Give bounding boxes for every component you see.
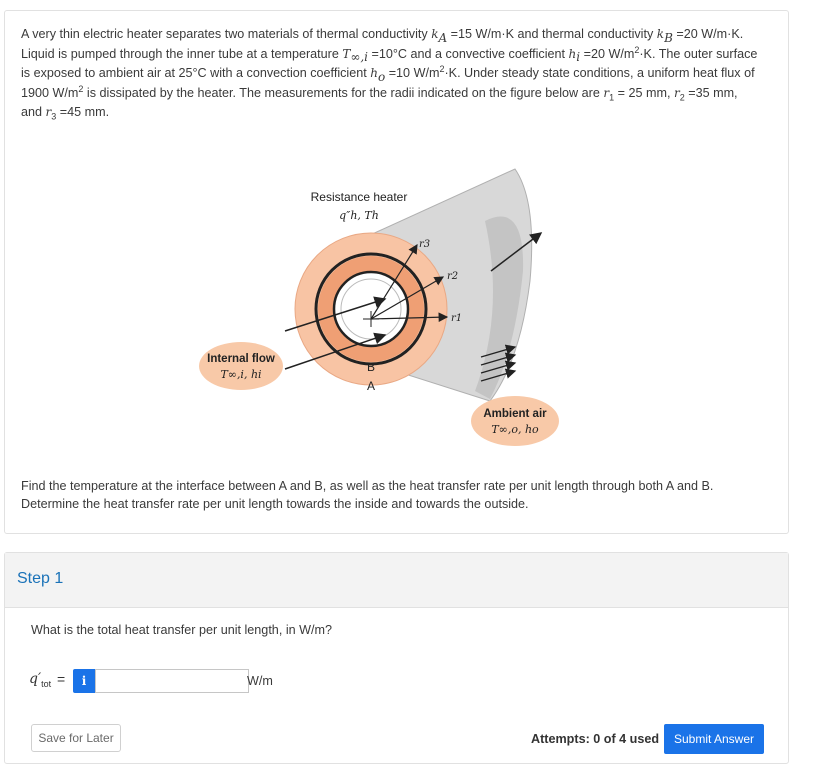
ho-symbol: h — [370, 66, 378, 80]
hi-subscript: i — [576, 50, 581, 65]
problem-card — [4, 10, 789, 534]
flux-unit-sup: 2 — [78, 83, 84, 94]
r3-value: =45 mm. — [56, 105, 110, 119]
kB-symbol: k — [656, 27, 665, 41]
material-a-label: A — [366, 379, 376, 393]
r1-value: = 25 mm, — [614, 85, 674, 100]
r3-subscript: 3 — [51, 111, 57, 122]
ambient-air-bubble — [471, 396, 559, 446]
ambient-air-label: Ambient air — [483, 408, 547, 420]
save-for-later-button[interactable]: Save for Later — [31, 724, 121, 752]
info-icon[interactable]: i — [73, 669, 95, 693]
Tinf-symbol: T — [342, 46, 351, 61]
internal-flow-label: Internal flow — [207, 353, 275, 365]
hi-unit-tail: ·K. The outer surface is exposed to ambient air at 25°C with a convection coefficient — [21, 46, 758, 80]
answer-label — [29, 671, 51, 689]
ho-unit-sup: 2 — [439, 63, 445, 74]
r3-symbol: r — [45, 105, 52, 119]
r2-symbol: r — [673, 85, 680, 100]
ambient-air-params: T∞,o, ho — [491, 423, 539, 436]
r2-label: r2 — [447, 271, 459, 282]
r2-subscript: 2 — [679, 92, 685, 103]
ho-unit-tail: ·K. Under steady state conditions, a uniform heat flux of 1900 W/m — [21, 66, 755, 100]
kA-value: =15 W/m·K and thermal conductivity — [447, 27, 657, 41]
r1-label: r1 — [451, 313, 463, 324]
inner-tube-bore — [341, 279, 401, 339]
ho-subscript: o — [377, 69, 386, 84]
answer-input[interactable] — [95, 669, 249, 693]
r1-symbol: r — [603, 85, 610, 100]
kB-subscript: B — [664, 30, 673, 45]
kA-symbol: k — [431, 27, 439, 41]
attempts-counter: Attempts: 0 of 4 used — [531, 732, 660, 746]
r2-value: =35 mm, and — [21, 85, 738, 119]
step-title: Step 1 — [17, 570, 64, 587]
find-instructions: Find the temperature at the interface between A and B, as well as the heat transfer rate per unit length through both A and B. Determine the heat transfer rate per unit length towards the inside and towards the outside. — [21, 479, 714, 511]
heater-label: Resistance heater — [310, 190, 408, 204]
hi-symbol: h — [568, 46, 577, 61]
answer-unit: W/m — [247, 674, 273, 688]
problem-statement — [21, 25, 761, 123]
heater-params: q″h, Th — [339, 209, 379, 222]
internal-flow-bubble — [199, 342, 283, 390]
step-card — [4, 552, 789, 764]
step-question: What is the total heat transfer per unit length, in W/m? — [31, 623, 332, 637]
answer-symbol: q′ — [29, 671, 42, 687]
hi-value: =20 W/m — [580, 46, 635, 61]
answer-subscript: tot — [41, 678, 52, 689]
flux-tail: is dissipated by the heater. The measurements for the radii indicated on the figure below are — [83, 85, 604, 100]
ho-value: =10 W/m — [385, 66, 440, 80]
r3-label: r3 — [419, 239, 431, 250]
hi-unit-sup: 2 — [634, 44, 640, 55]
r1-subscript: 1 — [609, 92, 615, 103]
problem-text: A very thin electric heater separates two materials of thermal conductivity — [21, 27, 428, 41]
kB-value: =20 W/m·K. Liquid is pumped through the inner tube at a temperature — [21, 27, 744, 61]
equals-sign: = — [57, 671, 66, 687]
kA-subscript: A — [438, 30, 448, 45]
step-header — [5, 553, 788, 608]
tube-diagram — [185, 161, 585, 451]
submit-answer-button[interactable]: Submit Answer — [664, 724, 764, 754]
material-b-label: B — [366, 360, 376, 374]
Tinf-value: =10°C and a convective coefficient — [368, 46, 569, 61]
Tinf-subscript: ∞,i — [350, 50, 369, 65]
internal-flow-params: T∞,i, hi — [220, 368, 262, 381]
